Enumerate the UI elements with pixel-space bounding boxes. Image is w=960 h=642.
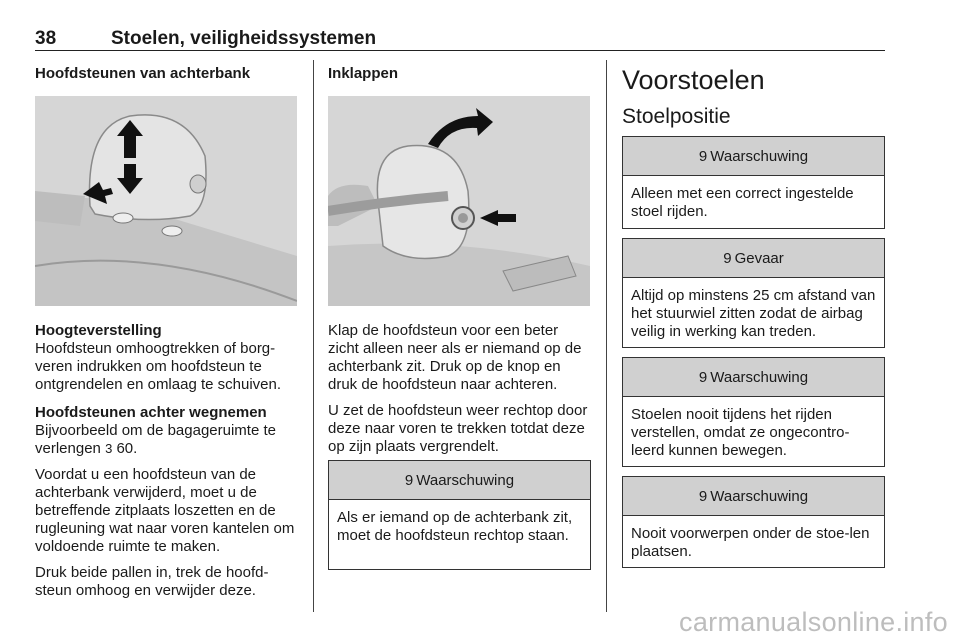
section-heading: Hoofdsteunen van achterbank bbox=[35, 65, 251, 82]
warning-box bbox=[622, 136, 885, 229]
column-divider bbox=[313, 60, 314, 612]
warning-box-text: Nooit voorwerpen onder de stoe-len plaatsen. bbox=[631, 525, 870, 560]
paragraph: Hoofdsteun omhoogtrekken of borg-veren indrukken om hoofdsteun te ontgrendelen en omlaag te schuiven. bbox=[35, 340, 282, 393]
page-ref-icon: 3 bbox=[105, 441, 113, 456]
running-title: Stoelen, veiligheidssystemen bbox=[111, 28, 377, 49]
warning-icon: 9 bbox=[723, 249, 732, 267]
paragraph: Voordat u een hoofdsteun van de achterbank verwijderd, moet u de betreffende zitplaats loszetten en de rugleuning wat naar voren kantelen om voldoende ruimte te maken. bbox=[35, 466, 295, 555]
danger-box-text: Altijd op minstens 25 cm afstand van het stuurwiel zitten zodat de airbag veilig in werking kan treden. bbox=[631, 287, 876, 340]
headrest-adjust-illustration bbox=[35, 96, 297, 306]
column-3 bbox=[622, 64, 884, 130]
warning-icon: 9 bbox=[698, 487, 708, 505]
paragraph: Bijvoorbeeld om de bagageruimte te verlengen 3 60. bbox=[35, 422, 276, 457]
column-2-text bbox=[328, 322, 593, 456]
subheading-remove: Hoofdsteunen achter wegnemen bbox=[35, 404, 267, 421]
warning-box-text: Als er iemand op de achterbank zit, moet de hoofdsteun rechtop staan. bbox=[337, 509, 573, 544]
paragraph: U zet de hoofdsteun weer rechtop door deze naar voren te trekken totdat deze op zijn plaats vergrendelt. bbox=[328, 402, 588, 455]
page-number: 38 bbox=[35, 28, 57, 49]
section-heading: Inklappen bbox=[328, 65, 399, 82]
warning-box-header: 9 Waarschuwing bbox=[623, 477, 884, 516]
warning-icon: 9 bbox=[698, 147, 708, 165]
danger-box bbox=[622, 238, 885, 348]
column-2 bbox=[328, 58, 593, 83]
warning-box-text: Alleen met een correct ingestelde stoel rijden. bbox=[631, 185, 854, 220]
warning-box bbox=[622, 476, 885, 568]
section-heading: Stoelpositie bbox=[622, 105, 731, 128]
watermark: carmanualsonline.info bbox=[679, 607, 948, 637]
warning-icon: 9 bbox=[698, 368, 708, 386]
headrest-fold-illustration bbox=[328, 96, 590, 306]
paragraph: Druk beide pallen in, trek de hoofd-steun omhoog en verwijder deze. bbox=[35, 564, 269, 599]
page-header bbox=[35, 22, 885, 51]
column-divider bbox=[606, 60, 607, 612]
warning-icon: 9 bbox=[404, 471, 414, 489]
warning-box-text: Stoelen nooit tijdens het rijden verstellen, omdat ze ongecontro-leerd kunnen bewegen. bbox=[631, 406, 850, 459]
warning-box-header: 9 Waarschuwing bbox=[623, 137, 884, 176]
warning-box-header: 9 Waarschuwing bbox=[623, 358, 884, 397]
warning-box bbox=[622, 357, 885, 467]
chapter-heading: Voorstoelen bbox=[622, 65, 765, 95]
column-1-text bbox=[35, 322, 300, 600]
column-1 bbox=[35, 58, 300, 83]
danger-box-header: 9 Gevaar bbox=[623, 239, 884, 278]
paragraph: Klap de hoofdsteun voor een beter zicht alleen neer als er niemand op de achterbank zit. Druk op de knop en druk de hoofdsteun naar achteren. bbox=[328, 322, 582, 393]
warning-box bbox=[328, 460, 591, 570]
subheading-height-adjust: Hoogteverstelling bbox=[35, 322, 162, 339]
warning-box-header: 9 Waarschuwing bbox=[329, 461, 590, 500]
